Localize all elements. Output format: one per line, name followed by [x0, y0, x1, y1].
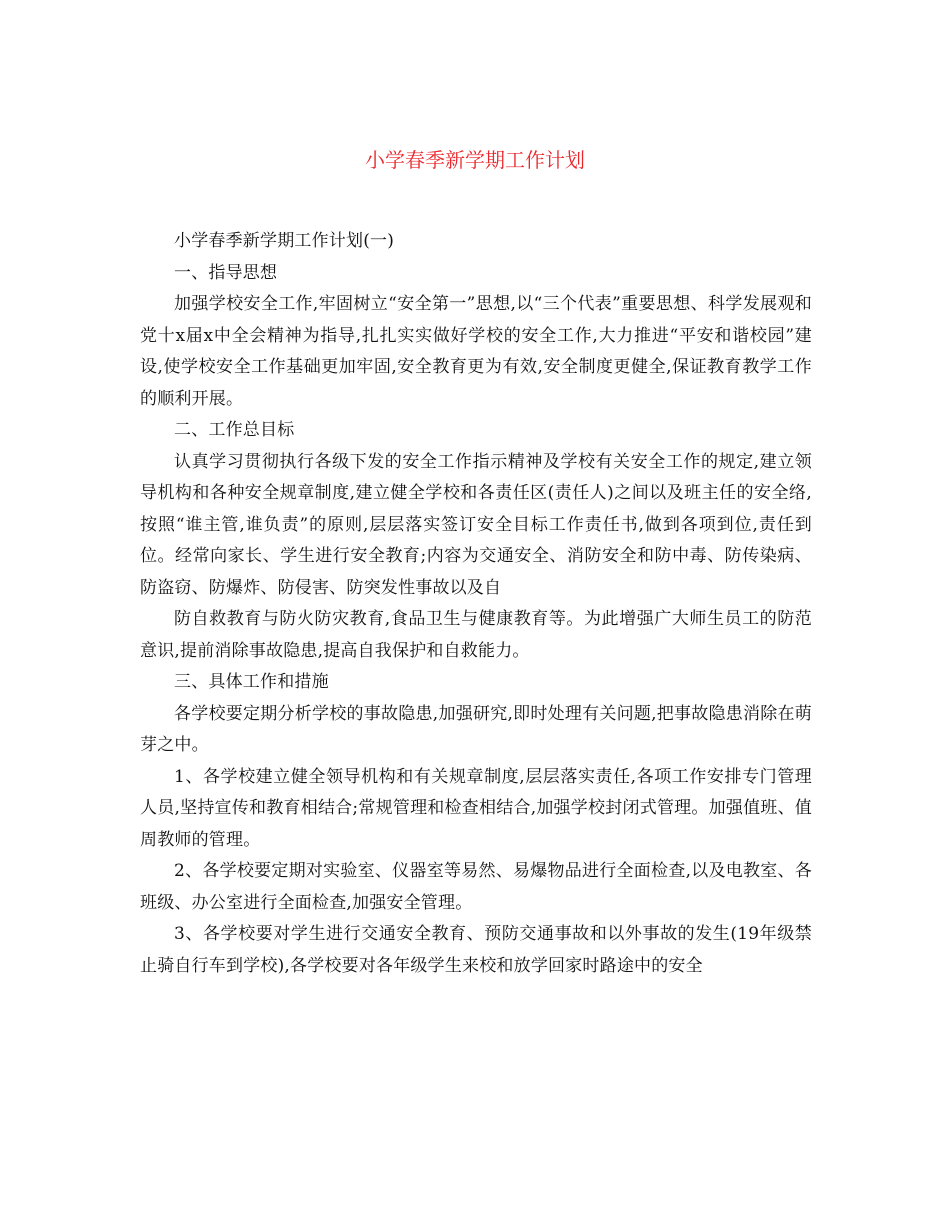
section-heading-measures: 三、具体工作和措施	[174, 672, 329, 692]
paragraph-item-2: 2、各学校要定期对实验室、仪器室等易然、易爆物品进行全面检查,以及电教室、各班级、办公室进行全面检查,加强安全管理。	[140, 861, 812, 913]
paragraph-hazard-analysis: 各学校要定期分析学校的事故隐患,加强研究,即时处理有关问题,把事故隐患消除在萌芽之中。	[140, 703, 812, 755]
paragraph-item-1: 1、各学校建立健全领导机构和有关规章制度,层层落实责任,各项工作安排专门管理人员,坚持宣传和教育相结合;常规管理和检查相结合,加强学校封闭式管理。加强值班、值周教师的管理。	[140, 766, 812, 850]
section-heading-overall-goal: 二、工作总目标	[174, 420, 295, 440]
section-heading-guiding-ideology: 一、指导思想	[174, 262, 278, 283]
document-title: 小学春季新学期工作计划	[365, 148, 585, 172]
paragraph-self-rescue: 防自救教育与防火防灾教育,食品卫生与健康教育等。为此增强广大师生员工的防范意识,提前消除事故隐患,提高自我保护和自救能力。	[140, 609, 812, 661]
subtitle-paragraph: 小学春季新学期工作计划(一)	[174, 231, 395, 251]
paragraph-guiding-ideology: 加强学校安全工作,牢固树立“安全第一”思想,以“三个代表”重要思想、科学发展观和党十x届x中全会精神为指导,扎扎实实做好学校的安全工作,大力推进“平安和谐校园”建设,使学校安全工作基础更加牢固,安全教育更为有效,安全制度更健全,保证教育教学工作的顺利开展。	[140, 294, 812, 409]
paragraph-overall-goal: 认真学习贯彻执行各级下发的安全工作指示精神及学校有关安全工作的规定,建立领导机构和各种安全规章制度,建立健全学校和各责任区(责任人)之间以及班主任的安全络,按照“谁主管,谁负责”的原则,层层落实签订安全目标工作责任书,做到各项到位,责任到位。经常向家长、学生进行安全教育;内容为交通安全、消防安全和防中毒、防传染病、防盗窃、防爆炸、防侵害、防突发性事故以及自	[140, 451, 812, 598]
document-body	[140, 226, 812, 982]
paragraph-item-3: 3、各学校要对学生进行交通安全教育、预防交通事故和以外事故的发生(19年级禁止骑自行车到学校),各学校要对各年级学生来校和放学回家时路途中的安全	[140, 924, 812, 976]
